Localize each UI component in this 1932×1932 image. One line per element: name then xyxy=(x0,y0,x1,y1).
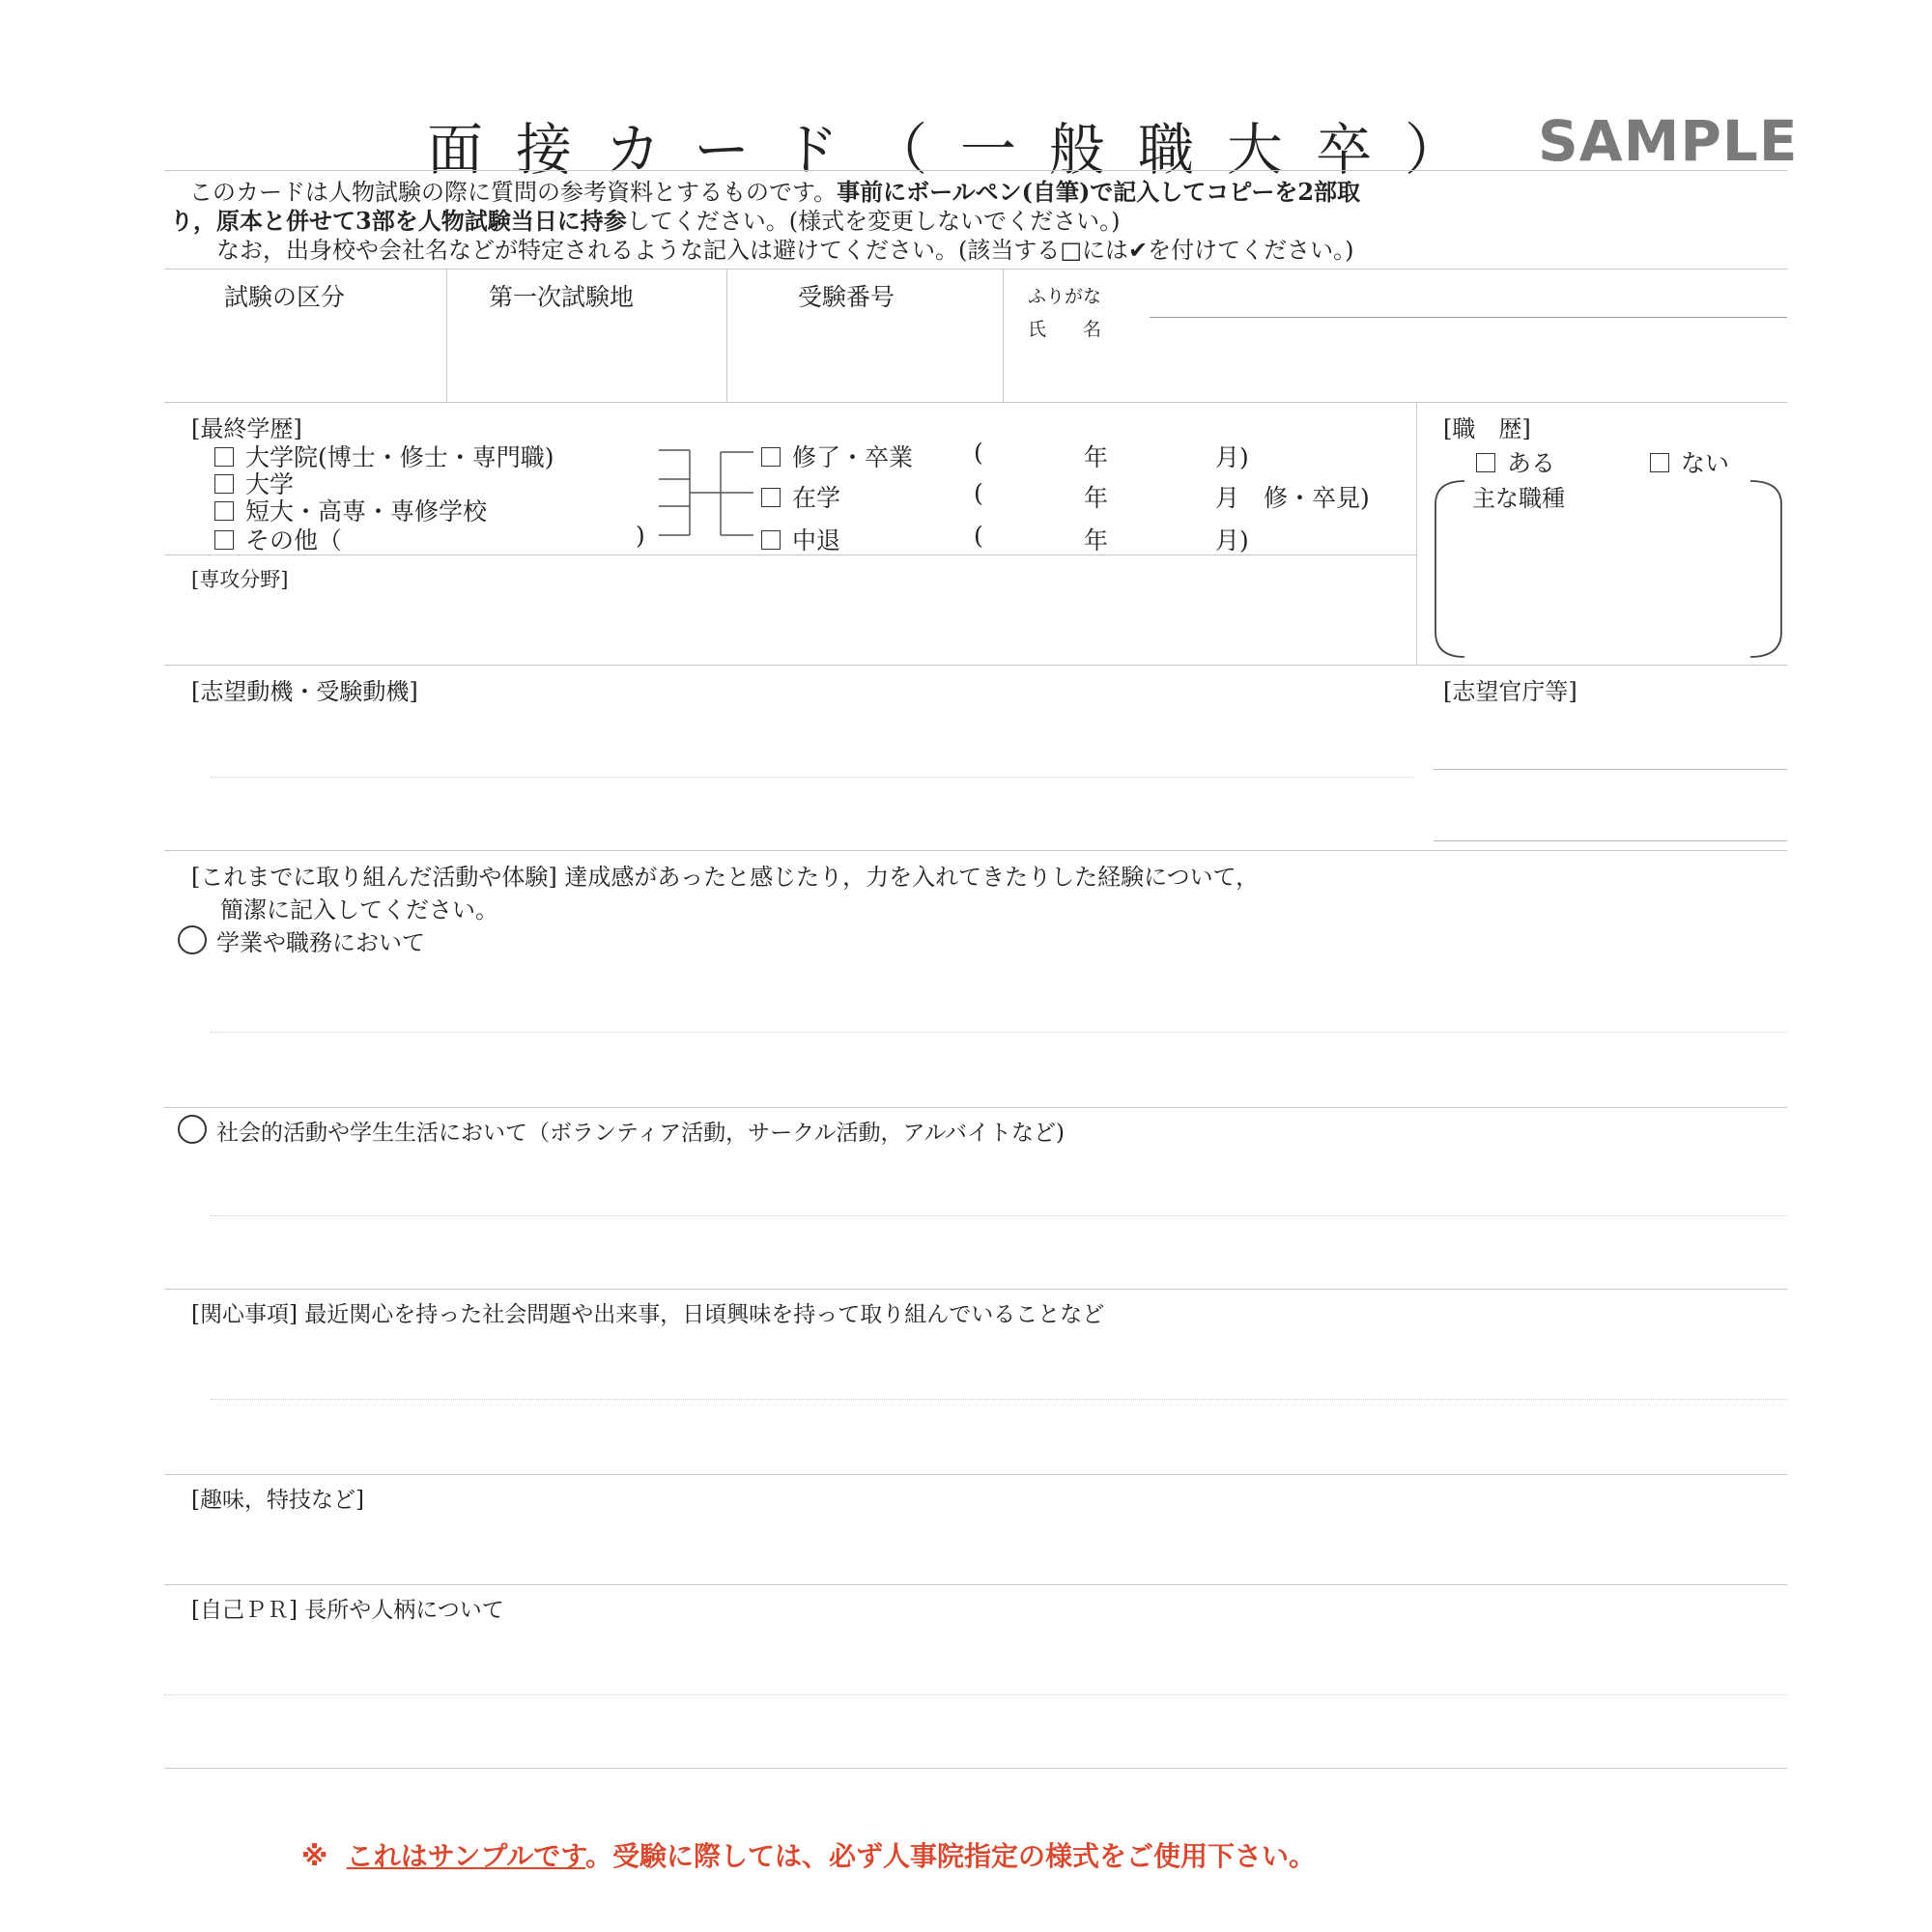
divider xyxy=(1003,269,1004,402)
divider xyxy=(446,269,447,402)
ministry-line[interactable] xyxy=(1434,840,1787,841)
exam-category-label: 試験の区分 xyxy=(224,283,346,311)
rule xyxy=(164,1768,1787,1769)
school-option-graduate[interactable]: 大学院(博士・修士・専門職) xyxy=(214,439,554,473)
rule xyxy=(164,1584,1787,1585)
main-job-bracket xyxy=(1432,477,1785,661)
intro-line-1: このカードは人物試験の際に質問の参考資料とするものです。事前にボールペン(自筆)で記入してコピーを2部取 xyxy=(189,178,1361,206)
rule xyxy=(164,1289,1787,1290)
status-year: 年 xyxy=(1084,484,1109,512)
sample-watermark: SAMPLE xyxy=(1538,108,1799,174)
rule xyxy=(164,665,1787,666)
status-year: 年 xyxy=(1084,526,1109,554)
status-paren: ( xyxy=(974,439,983,467)
status-withdrawn[interactable]: 中退 xyxy=(761,522,840,556)
career-yes-option[interactable]: ある xyxy=(1476,444,1555,479)
name-label: 氏 名 xyxy=(1028,319,1102,340)
school-option-other[interactable]: その他（ xyxy=(214,522,342,556)
status-graduated[interactable]: 修了・卒業 xyxy=(761,439,913,473)
first-exam-site-label: 第一次試験地 xyxy=(489,283,635,311)
rule xyxy=(164,269,1787,270)
status-enrolled[interactable]: 在学 xyxy=(761,479,840,514)
rule xyxy=(164,1107,1787,1108)
rule xyxy=(164,170,1787,171)
checkbox[interactable] xyxy=(761,447,781,467)
intro-line-3: なお，出身校や会社名などが特定されるような記入は避けてください。(該当する□には✔を付けてください。) xyxy=(216,237,1354,264)
status-year: 年 xyxy=(1084,443,1109,471)
checkbox[interactable] xyxy=(1476,453,1495,472)
circle-icon xyxy=(178,1115,207,1144)
main-job-label: 主な職種 xyxy=(1472,485,1565,512)
self-pr-label: [自己ＰＲ] 長所や人柄について xyxy=(191,1598,504,1623)
hobbies-label: [趣味，特技など] xyxy=(191,1488,364,1513)
sample-notice: ※ これはサンプルです。受験に際しては、必ず人事院指定の様式をご使用下さい。 xyxy=(301,1840,1316,1872)
ministry-line[interactable] xyxy=(1434,769,1787,770)
writing-line[interactable] xyxy=(164,1694,1787,1695)
activities-instruction: [これまでに取り組んだ活動や体験] 達成感があったと感じたり，力を入れてきたりした経験について， xyxy=(191,864,1260,891)
writing-line[interactable] xyxy=(211,777,1414,778)
checkbox[interactable] xyxy=(214,474,234,494)
social-item: 社会的活動や学生生活において（ボランティア活動，サークル活動，アルバイトなど) xyxy=(178,1115,1065,1147)
status-month: 月 修・卒見) xyxy=(1215,484,1370,512)
school-option-university[interactable]: 大学 xyxy=(214,466,294,500)
exam-number-label: 受験番号 xyxy=(798,283,895,311)
major-label: [専攻分野] xyxy=(191,568,289,591)
activities-instruction-2: 簡潔に記入してください。 xyxy=(220,896,498,923)
academic-item: 学業や職務において xyxy=(178,923,425,957)
connector-lines xyxy=(657,446,763,539)
page-title: 面接カード（一般職大卒） xyxy=(427,117,1494,183)
intro-line-2: り，原本と併せて3部を人物試験当日に持参してください。(様式を変更しないでください。) xyxy=(170,207,1121,235)
checkbox[interactable] xyxy=(214,501,234,521)
checkbox[interactable] xyxy=(761,488,781,507)
checkbox[interactable] xyxy=(214,447,234,467)
status-paren: ( xyxy=(974,479,983,507)
career-label: [職 歴] xyxy=(1443,415,1531,442)
education-label: [最終学歴] xyxy=(191,415,302,442)
circle-icon xyxy=(178,925,207,954)
status-month: 月) xyxy=(1215,443,1249,471)
writing-line[interactable] xyxy=(211,1215,1787,1216)
checkbox[interactable] xyxy=(761,530,781,550)
furigana-label: ふりがな xyxy=(1028,286,1102,307)
divider xyxy=(726,269,727,402)
name-input-line[interactable] xyxy=(1150,317,1787,318)
writing-line[interactable] xyxy=(211,1032,1787,1033)
interests-label: [関心事項] 最近関心を持った社会問題や出来事，日頃興味を持って取り組んでいることなど xyxy=(191,1302,1105,1327)
career-no-option[interactable]: ない xyxy=(1650,444,1729,479)
status-paren: ( xyxy=(974,522,983,550)
rule xyxy=(164,850,1787,851)
rule xyxy=(164,1474,1787,1475)
school-option-junior-college[interactable]: 短大・高専・専修学校 xyxy=(214,493,487,527)
divider xyxy=(1416,402,1417,665)
ministry-label: [志望官庁等] xyxy=(1443,678,1577,705)
status-month: 月) xyxy=(1215,526,1249,554)
rule xyxy=(164,402,1787,403)
rule xyxy=(164,554,1416,555)
checkbox[interactable] xyxy=(214,530,234,550)
checkbox[interactable] xyxy=(1650,453,1669,472)
other-close-paren: ) xyxy=(636,522,645,550)
writing-line[interactable] xyxy=(211,1399,1787,1400)
motivation-label: [志望動機・受験動機] xyxy=(191,678,418,705)
